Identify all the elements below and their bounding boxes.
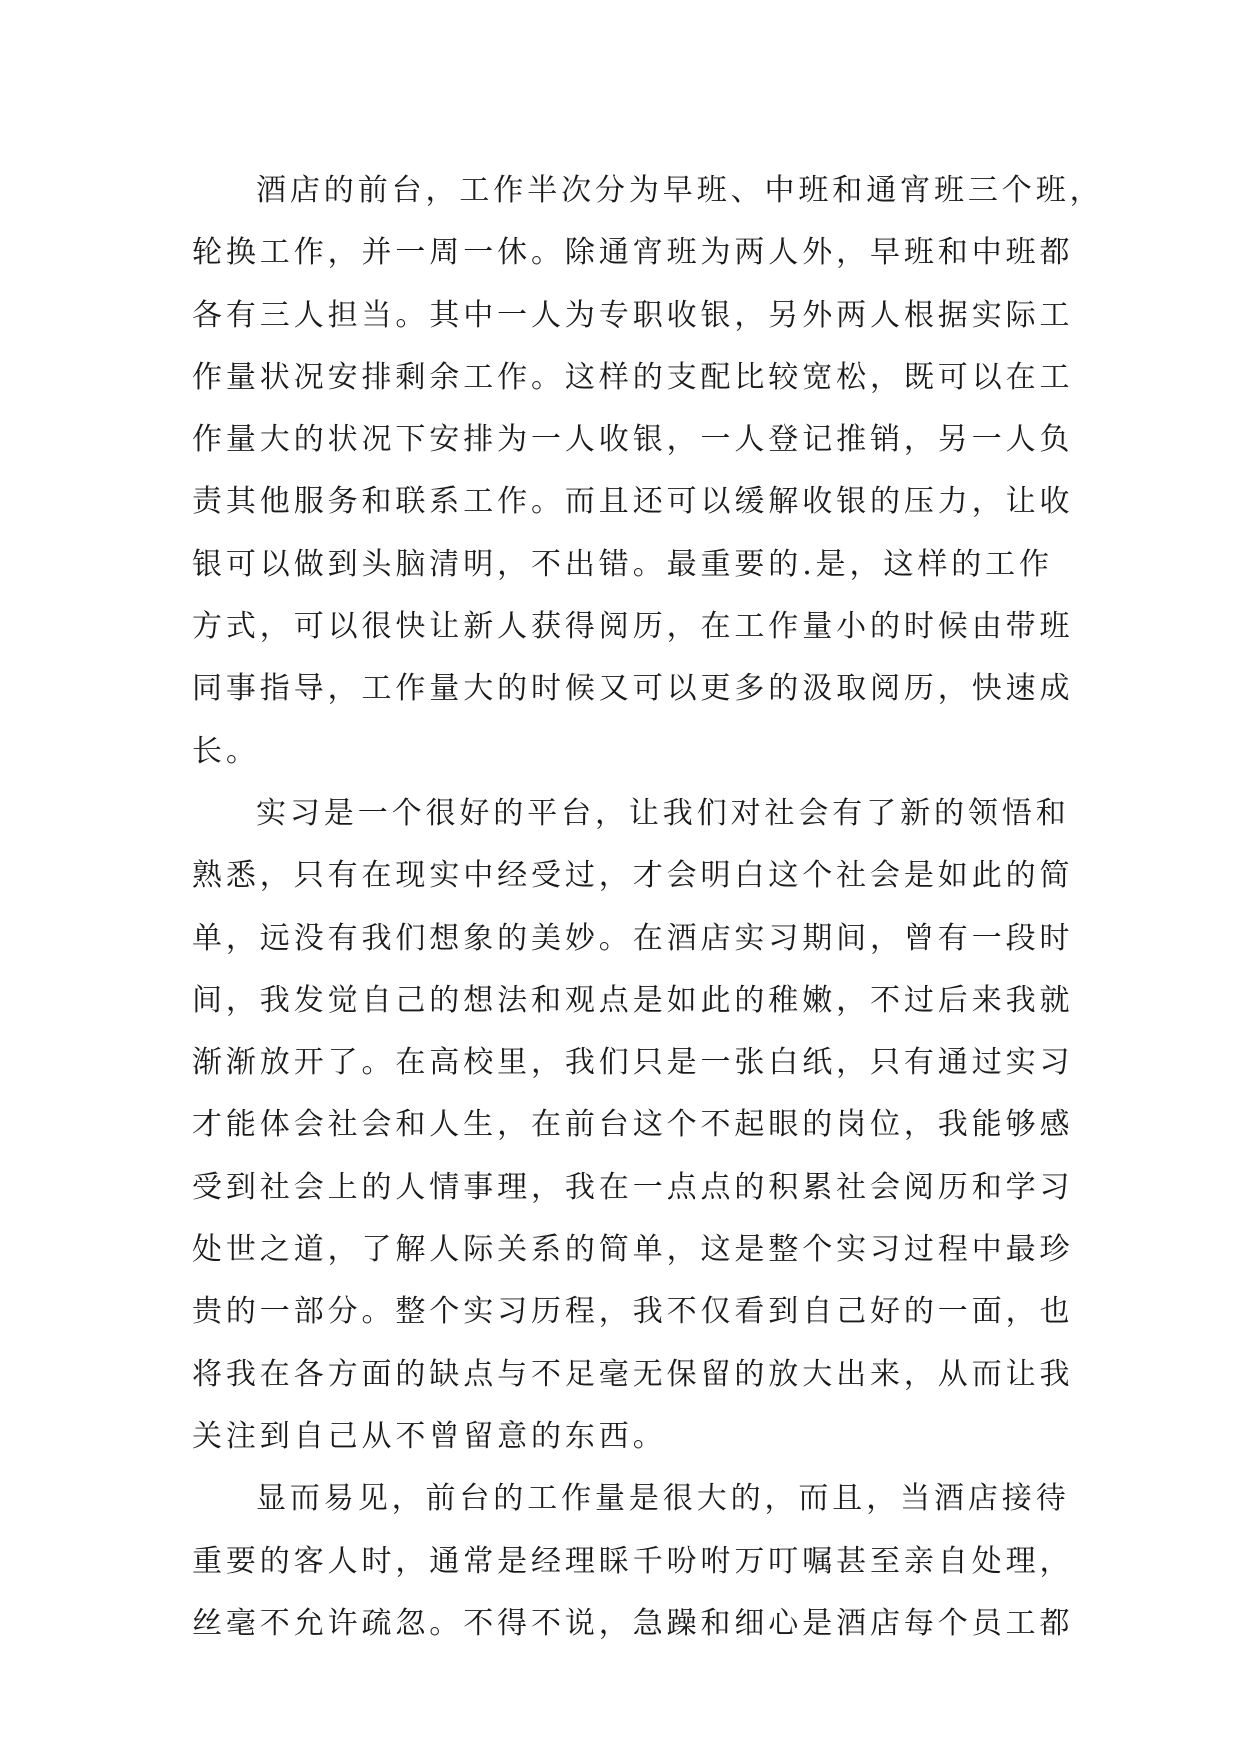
- paragraph-3: [192, 1468, 1074, 1655]
- text-line: 同事指导，工作量大的时候又可以更多的汲取阅历，快速成: [192, 671, 1074, 707]
- text-line: 丝毫不允许疏忽。不得不说，急躁和细心是酒店每个员工都: [192, 1605, 1074, 1641]
- text-line: 酒店的前台，工作半次分为早班、中班和通宵班三个班，: [256, 173, 1104, 208]
- text-line: 各有三人担当。其中一人为专职收银，另外两人根据实际工: [192, 297, 1074, 333]
- text-line: 重要的客人时，通常是经理睬千吩咐万叮嘱甚至亲自处理，: [192, 1543, 1074, 1579]
- text-line: 贵的一部分。整个实习历程，我不仅看到自己好的一面，也: [192, 1294, 1074, 1330]
- text-line: 间，我发觉自己的想法和观点是如此的稚嫩，不过后来我就: [192, 982, 1074, 1018]
- text-line: 长。: [192, 733, 260, 769]
- paragraph-1: [192, 160, 1104, 783]
- text-line: 作量大的状况下安排为一人收银，一人登记推销，另一人负: [192, 422, 1074, 458]
- text-line: 受到社会上的人情事理，我在一点点的积累社会阅历和学习: [192, 1169, 1074, 1205]
- document-body: [192, 160, 1104, 1655]
- text-line: 银可以做到头脑清明，不出错。最重要的.是，这样的工作: [192, 546, 1053, 582]
- text-line: 单，远没有我们想象的美妙。在酒店实习期间，曾有一段时: [192, 920, 1074, 956]
- text-line: 显而易见，前台的工作量是很大的，而且，当酒店接待: [256, 1481, 1070, 1517]
- text-line: 实习是一个很好的平台，让我们对社会有了新的领悟和: [256, 795, 1070, 831]
- text-line: 将我在各方面的缺点与不足毫无保留的放大出来，从而让我: [192, 1356, 1074, 1392]
- text-line: 作量状况安排剩余工作。这样的支配比较宽松，既可以在工: [192, 359, 1074, 395]
- text-line: 轮换工作，并一周一休。除通宵班为两人外，早班和中班都: [192, 235, 1074, 271]
- text-line: 渐渐放开了。在高校里，我们只是一张白纸，只有通过实习: [192, 1045, 1074, 1081]
- paragraph-2: [192, 783, 1074, 1468]
- text-line: 才能体会社会和人生，在前台这个不起眼的岗位，我能够感: [192, 1107, 1074, 1143]
- text-line: 关注到自己从不曾留意的东西。: [192, 1418, 667, 1454]
- text-line: 处世之道，了解人际关系的简单，这是整个实习过程中最珍: [192, 1232, 1074, 1268]
- text-line: 方式，可以很快让新人获得阅历，在工作量小的时候由带班: [192, 609, 1074, 645]
- text-line: 责其他服务和联系工作。而且还可以缓解收银的压力，让收: [192, 484, 1074, 520]
- text-line: 熟悉，只有在现实中经受过，才会明白这个社会是如此的简: [192, 858, 1074, 894]
